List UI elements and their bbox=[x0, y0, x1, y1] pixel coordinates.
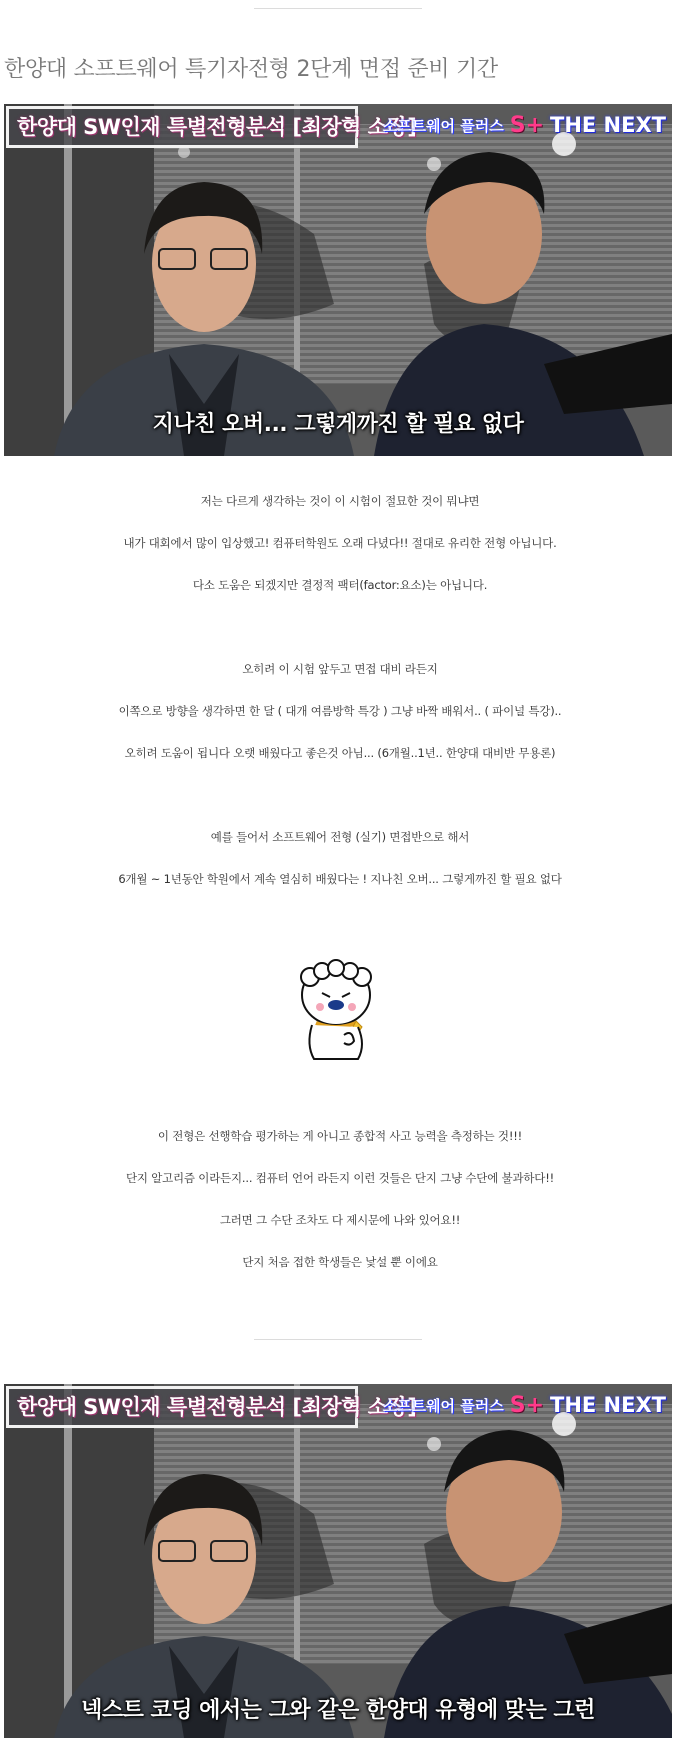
brand-tagline: THE NEXT bbox=[550, 1393, 666, 1417]
body-text: 예를 들어서 소프트웨어 전형 (실기) 면접반으로 해서 bbox=[210, 830, 470, 844]
brand-logo-mark: S+ bbox=[509, 112, 544, 138]
brand-name: 소프트웨어 플러스 bbox=[382, 1396, 504, 1415]
brand-tagline: THE NEXT bbox=[550, 113, 666, 137]
video-overlay-title: 한양대 SW인재 특별전형분석 [최장혁 소장] bbox=[6, 106, 358, 148]
video-frame-1[interactable] bbox=[4, 104, 672, 456]
body-text: 내가 대회에서 많이 입상했고! 컴퓨터학원도 오래 다녔다!! 절대로 유리한 전형 아닙니다. bbox=[123, 536, 557, 550]
section-heading: 한양대 소프트웨어 특기자전형 2단계 면접 준비 기간 bbox=[4, 57, 498, 82]
body-text: 단지 알고리즘 이라든지... 컴퓨터 언어 라든지 이런 것들은 단지 그냥 수단에 불과하다!! bbox=[125, 1171, 555, 1185]
video-scene-2 bbox=[4, 1384, 672, 1738]
body-text: 오히려 이 시험 앞두고 면접 대비 라든지 bbox=[242, 662, 438, 676]
body-text: 이 전형은 선행학습 평가하는 게 아니고 종합적 사고 능력을 측정하는 것!!! bbox=[157, 1129, 523, 1143]
body-text: 저는 다르게 생각하는 것이 이 시험이 절묘한 것이 뭐냐면 bbox=[200, 494, 480, 508]
middle-divider bbox=[254, 1339, 422, 1340]
brand-logo-mark: S+ bbox=[509, 1392, 544, 1418]
channel-brand bbox=[382, 110, 666, 140]
body-text: 이쪽으로 방향을 생각하면 한 달 ( 대개 여름방학 특강 ) 그냥 바짝 배워서.. ( 파이널 특강).. bbox=[118, 704, 562, 718]
body-text: 다소 도움은 되겠지만 결정적 팩터(factor:요소)는 아닙니다. bbox=[192, 578, 488, 592]
video-frame-2[interactable] bbox=[4, 1384, 672, 1738]
body-text: 6개월 ~ 1년동안 학원에서 계속 열심히 배웠다는 ! 지나친 오버... 그렇게까진 할 필요 없다 bbox=[118, 872, 562, 886]
channel-brand bbox=[382, 1390, 666, 1420]
video-overlay-title: 한양대 SW인재 특별전형분석 [최장혁 소장] bbox=[6, 1386, 358, 1428]
body-text: 오히려 도움이 됩니다 오랫 배웠다고 좋은것 아님... (6개월..1년.. 한양대 대비반 무용론) bbox=[124, 746, 556, 760]
video-scene-1 bbox=[4, 104, 672, 456]
body-text: 그러면 그 수단 조차도 다 제시문에 나와 있어요!! bbox=[219, 1213, 461, 1227]
top-divider bbox=[254, 8, 422, 9]
video-subtitle: 넥스트 코딩 에서는 그와 같은 한양대 유형에 맞는 그런 bbox=[81, 1698, 595, 1723]
brand-name: 소프트웨어 플러스 bbox=[382, 116, 504, 135]
body-text: 단지 처음 접한 학생들은 낯설 뿐 이에요 bbox=[242, 1255, 438, 1269]
bear-sticker-icon bbox=[294, 955, 384, 1065]
video-subtitle: 지나친 오버... 그렇게까진 할 필요 없다 bbox=[152, 412, 524, 437]
